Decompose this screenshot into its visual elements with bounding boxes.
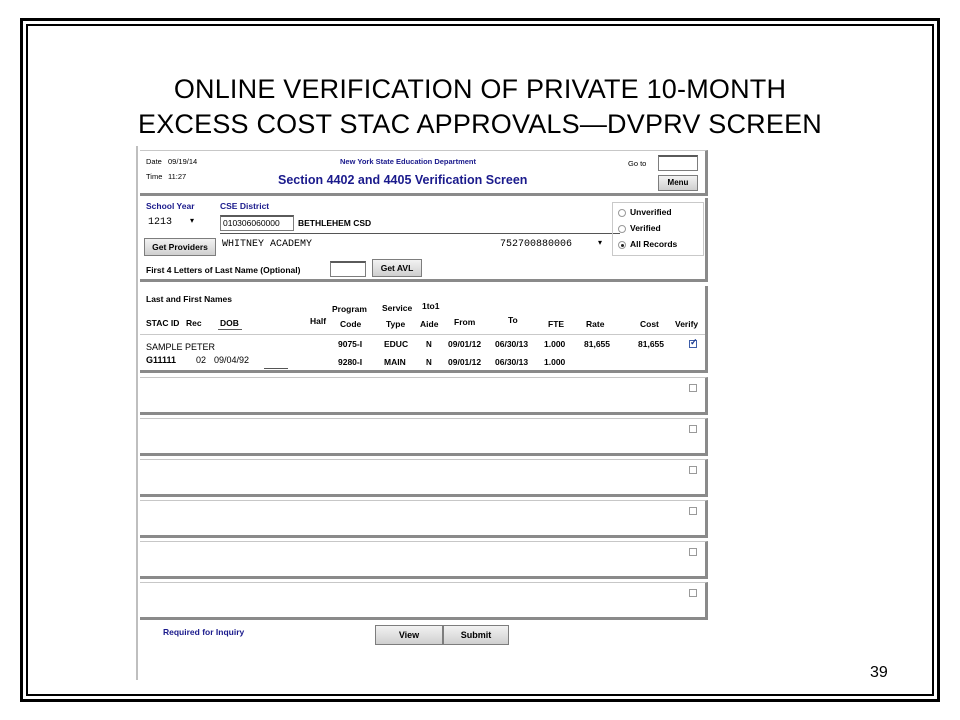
records-table [140,286,708,373]
verify-checkbox[interactable] [689,384,697,392]
cse-code-input[interactable] [220,215,294,231]
dvprv-screen [136,146,708,680]
cse-code-value: 010306060000 [223,218,280,228]
header-fte: FTE [548,319,565,329]
provider-select[interactable] [220,238,610,254]
program-code-2: 9280-I [338,357,363,367]
header-half: Half [310,316,327,326]
slide-title [40,72,920,142]
header-type: Type [386,319,406,329]
rate-1: 81,655 [584,339,610,349]
provider-code: 752700880006 [500,239,573,250]
get-providers-button[interactable]: Get Providers [144,238,216,256]
all-records-label: All Records [630,239,678,249]
empty-row-4 [140,500,708,538]
last-name-input[interactable] [330,261,366,277]
header-program: Program [332,304,367,314]
header-from: From [454,317,476,327]
screen-title: Section 4402 and 4405 Verification Screen [278,173,528,187]
chevron-down-icon: ▾ [190,216,195,225]
student-name: SAMPLE PETER [146,342,216,352]
verify-checkbox[interactable] [689,507,697,515]
agency-name: New York State Education Department [340,157,477,166]
header-names: Last and First Names [146,294,232,304]
header-verify: Verify [675,319,699,329]
empty-row-1 [140,377,708,415]
school-year-label: School Year [146,201,195,211]
date-label: Date [146,157,162,166]
unverified-radio[interactable] [618,209,626,217]
empty-row-3 [140,459,708,497]
rec-number: 02 [196,355,207,365]
provider-name: WHITNEY ACADEMY [222,239,313,250]
cse-district-name: BETHLEHEM CSD [298,218,372,228]
unverified-label: Unverified [630,207,672,217]
date-value: 09/19/14 [168,157,198,166]
divider-line [220,233,620,234]
verify-checkbox[interactable] [689,425,697,433]
chevron-down-icon: ▾ [598,238,603,247]
menu-button[interactable]: Menu [658,175,698,191]
page-number: 39 [870,664,888,681]
time-value: 11:27 [168,172,187,181]
service-type-1: EDUC [384,339,409,349]
last-name-label: First 4 Letters of Last Name (Optional) [146,265,301,275]
cost-1: 81,655 [638,339,664,349]
submit-button[interactable]: Submit [443,625,509,645]
dob-underline [218,329,242,330]
required-for-inquiry-label: Required for Inquiry [163,627,245,637]
header-rec: Rec [186,318,202,328]
get-avl-button[interactable]: Get AVL [372,259,422,277]
aide-2: N [426,358,432,367]
stac-id: G11111 [146,355,177,365]
verified-label: Verified [630,223,661,233]
dob-field-underline [264,368,288,369]
header-service: Service [382,303,413,313]
header-code: Code [340,319,362,329]
time-label: Time [146,172,163,181]
empty-row-6 [140,582,708,620]
fte-2: 1.000 [544,357,566,367]
view-button[interactable]: View [375,625,443,645]
screen-left-border [136,146,138,680]
table-row [140,334,705,370]
verified-radio[interactable] [618,225,626,233]
slide-title-line-2: EXCESS COST STAC APPROVALS—DVPRV SCREEN [138,109,822,139]
from-date-2: 09/01/12 [448,357,482,367]
fte-1: 1.000 [544,339,566,349]
header-dob: DOB [220,318,239,328]
record-filter-group [612,202,704,256]
empty-row-5 [140,541,708,579]
school-year-select[interactable] [144,215,204,231]
header-1to1: 1to1 [422,301,440,311]
verify-checkbox[interactable] [689,466,697,474]
school-year-value: 1213 [148,217,173,228]
header-to: To [508,315,518,325]
goto-input[interactable] [658,155,698,171]
slide-title-line-1: ONLINE VERIFICATION OF PRIVATE 10-MONTH [173,74,787,104]
header-rate: Rate [586,319,605,329]
aide-1: N [426,340,432,349]
selection-panel [140,198,708,282]
service-type-2: MAIN [384,357,406,367]
goto-label: Go to [628,159,647,168]
to-date-1: 06/30/13 [495,339,529,349]
all-records-radio[interactable] [618,241,626,249]
empty-row-2 [140,418,708,456]
verify-checkbox[interactable] [689,548,697,556]
header-panel [140,150,708,196]
verify-checkbox[interactable] [689,340,697,348]
dob-value: 09/04/92 [214,355,250,365]
to-date-2: 06/30/13 [495,357,529,367]
header-aide: Aide [420,319,439,329]
header-stac-id: STAC ID [146,318,180,328]
cse-district-label: CSE District [220,201,270,211]
verify-checkbox[interactable] [689,589,697,597]
from-date-1: 09/01/12 [448,339,482,349]
program-code-1: 9075-I [338,339,363,349]
header-cost: Cost [640,319,659,329]
